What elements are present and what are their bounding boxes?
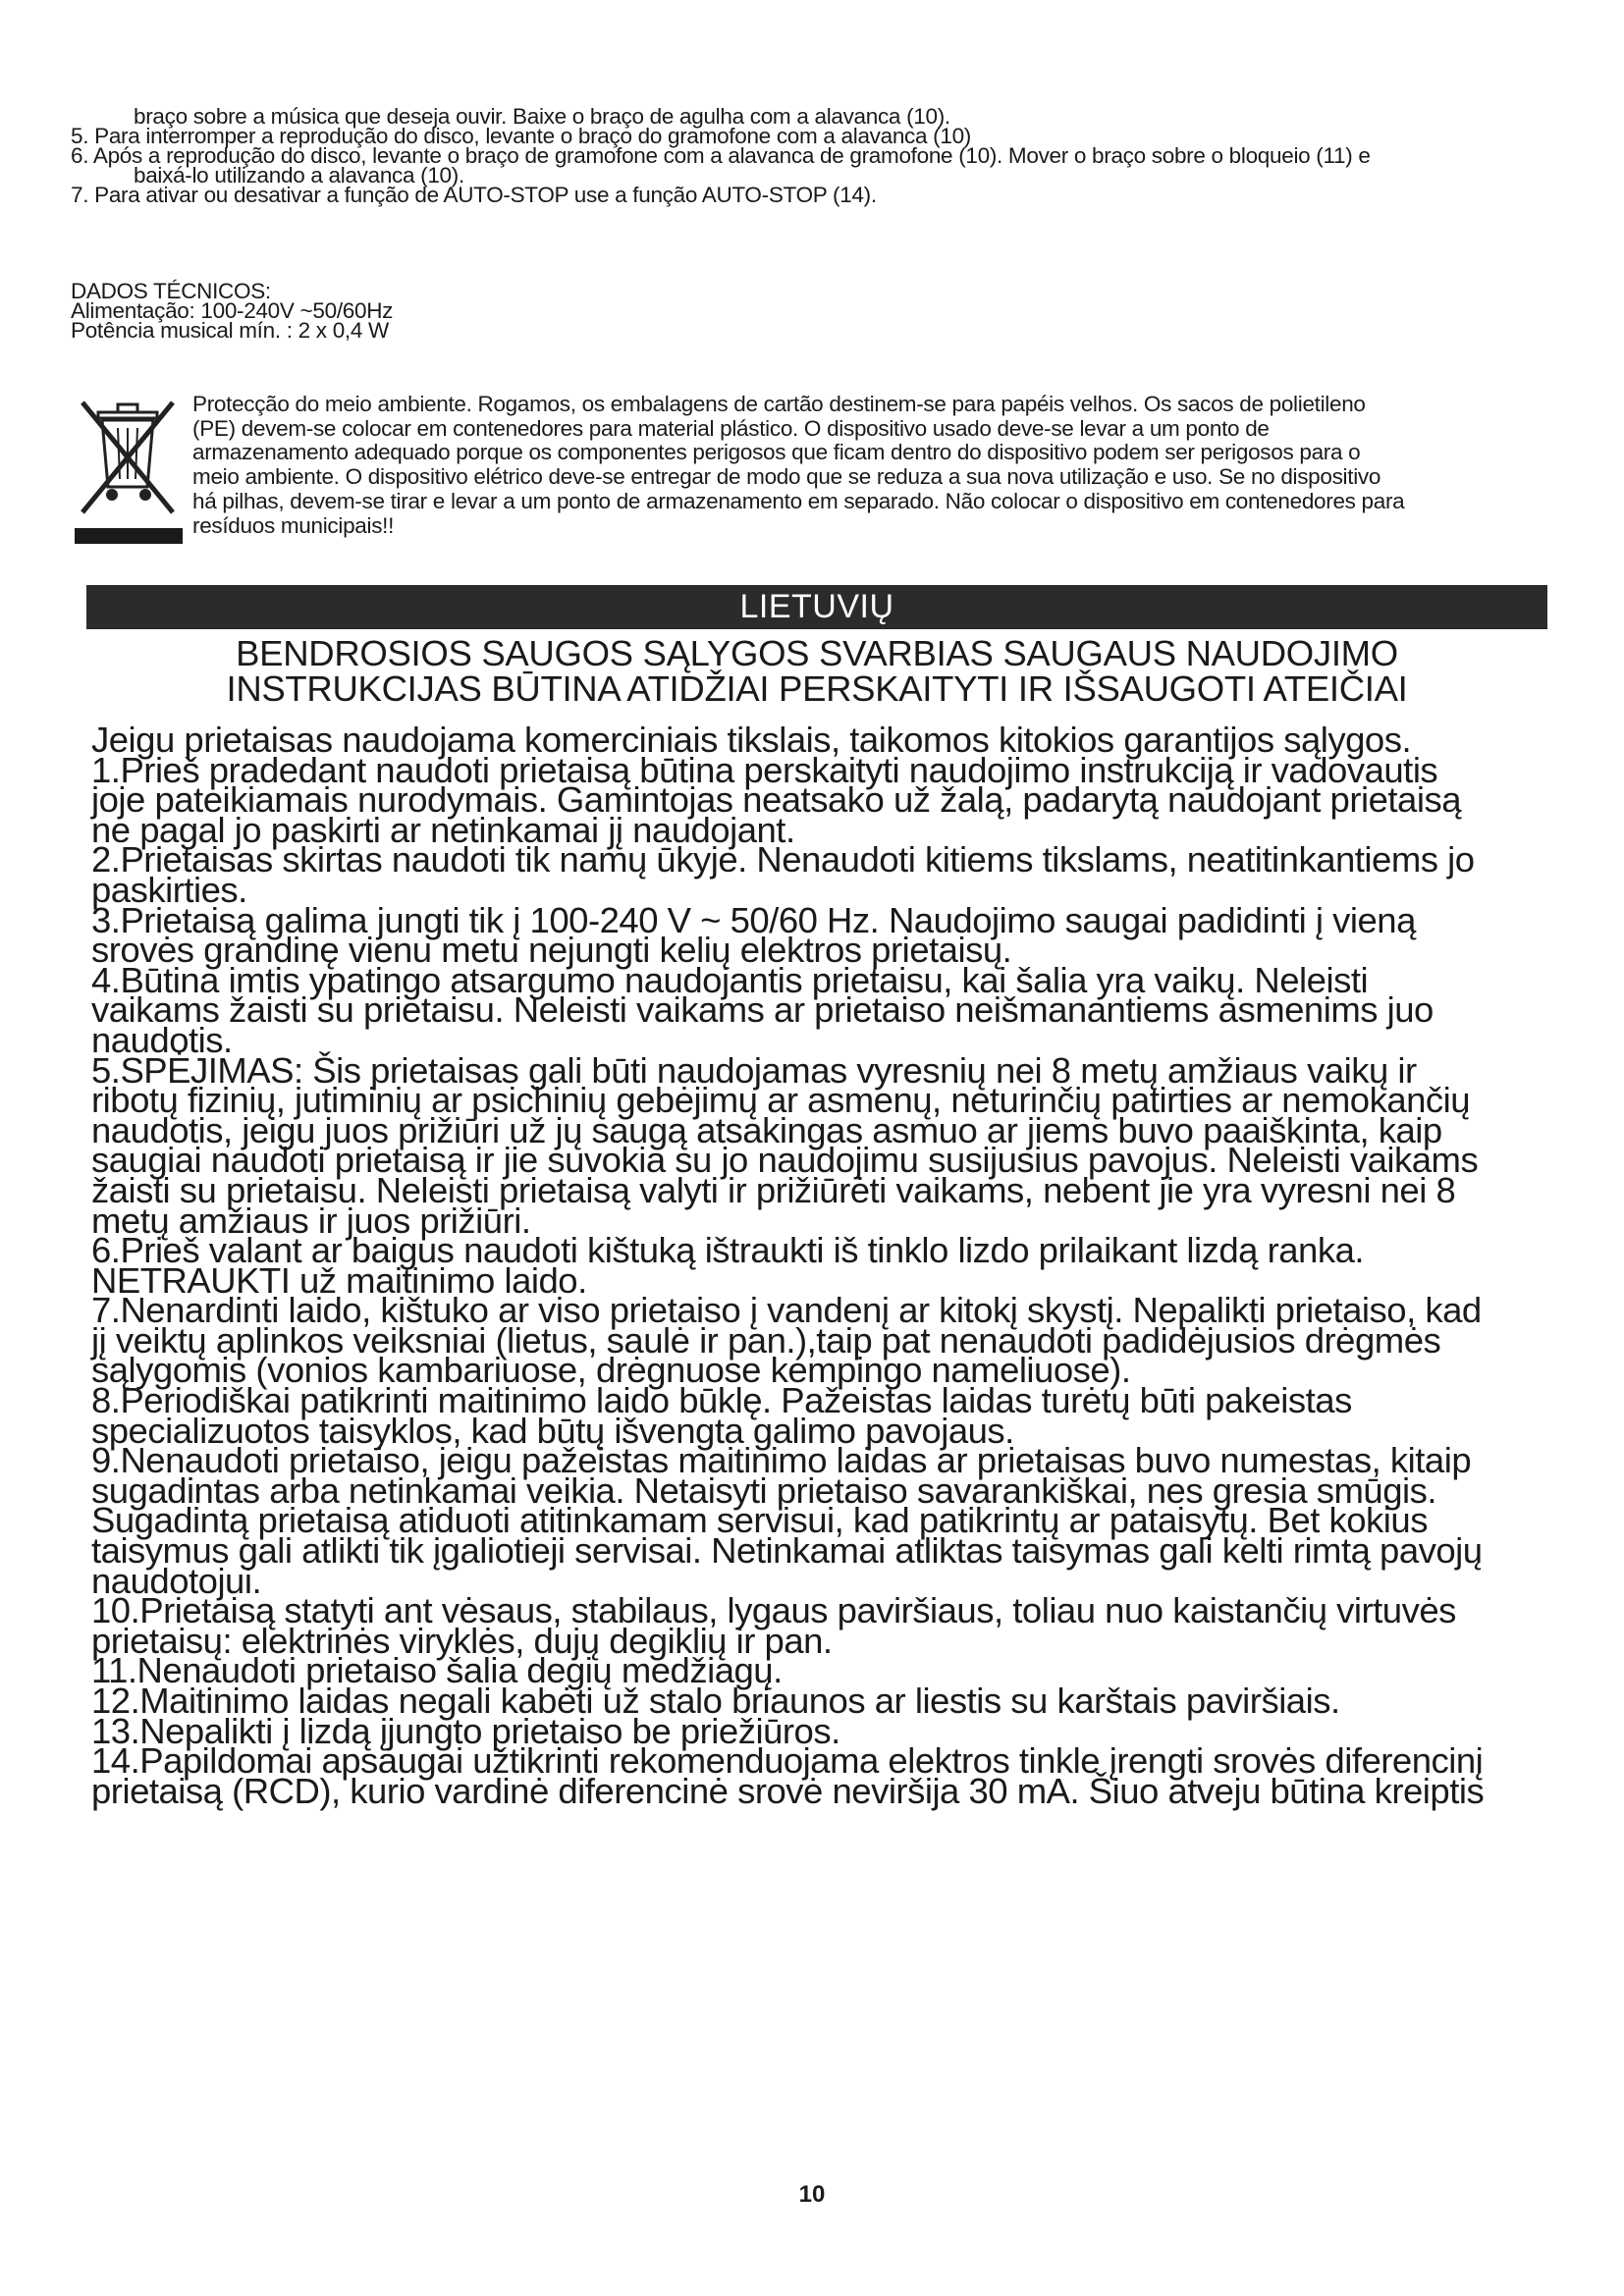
safety-line: Jeigu prietaisas naudojama komerciniais tikslais, taikomos kitokios garantijos sąlygos. <box>91 720 1412 760</box>
safety-line: 2.Prietaisas skirtas naudoti tik namų ūkyje. Nenaudoti kitiems tikslams, neatitinkantiems jo <box>91 839 1475 881</box>
language-banner: LIETUVIŲ <box>86 585 1547 629</box>
environment-protection-notice <box>192 393 1567 538</box>
safety-line: ne pagal jo paskirti ar netinkamai jį naudojant. <box>91 809 795 850</box>
safety-heading-line: BENDROSIOS SAUGOS SĄLYGOS SVARBIAS SAUGAUS NAUDOJIMO <box>236 633 1398 673</box>
safety-line: jį veiktų aplinkos veiksniai (lietus, saulė ir pan.),taip pat nenaudoti padidėjusios drėgmės <box>91 1319 1441 1361</box>
safety-line: 10.Prietaisą statyti ant vėsaus, stabilaus, lygaus paviršiaus, toliau nuo kaistančių virtuvės <box>91 1590 1456 1631</box>
safety-line: saugiai naudoti prietaisą ir jie suvokia su jo naudojimu susijusius pavojus. Neleisti vaikams <box>91 1140 1479 1181</box>
safety-line: 9.Nenaudoti prietaiso, jeigu pažeistas maitinimo laidas ar prietaisas buvo numestas, kitaip <box>91 1440 1472 1481</box>
safety-line: prietaisų: elektrinės viryklės, dujų degiklių ir pan. <box>91 1620 833 1661</box>
instruction-line: 6. Após a reprodução do disco, levante o braço de gramofone com a alavanca de gramofone (10). Mover o braço sobre o bloqueio (11) e <box>71 143 1371 168</box>
safety-line: Sugadintą prietaisą atiduoti atitinkamam servisui, kad patikrintų ar pataisytų. Bet kokius <box>91 1500 1428 1541</box>
safety-line: 3.Prietaisą galima jungti tik į 100-240 V ~ 50/60 Hz. Naudojimo saugai padidinti į vieną <box>91 899 1416 940</box>
safety-line: joje pateikiamais nurodymais. Gamintojas neatsako už žalą, padarytą naudojant prietaisą <box>91 779 1462 821</box>
safety-line: 4.Būtina imtis ypatingo atsargumo naudojantis prietaisu, kai šalia yra vaikų. Neleisti <box>91 959 1369 1000</box>
safety-line: taisymus gali atlikti tik įgaliotieji servisai. Netinkamai atliktas taisymas gali kelti rimtą pavojų <box>91 1530 1483 1572</box>
safety-line: paskirties. <box>91 869 247 910</box>
env-line: (PE) devem-se colocar em contenedores para material plástico. O dispositivo usado deve-se levar a um ponto de <box>192 415 1270 441</box>
safety-line: 11.Nenaudoti prietaiso šalia degių medžiagų. <box>91 1650 783 1691</box>
safety-line: sugadintas arba netinkamai veikia. Netaisyti prietaiso savarankiškai, nes gresia smūgis. <box>91 1469 1437 1511</box>
safety-line: naudotojui. <box>91 1560 262 1601</box>
technical-data <box>71 279 394 343</box>
safety-heading-line: INSTRUKCIJAS BŪTINA ATIDŽIAI PERSKAITYTI IR IŠSAUGOTI ATEIČIAI <box>226 668 1408 709</box>
instruction-line: 5. Para interromper a reprodução do disco, levante o braço do gramofone com a alavanca (10) <box>71 124 971 148</box>
instruction-line: 7. Para ativar ou desativar a função de AUTO-STOP use a função AUTO-STOP (14). <box>71 183 877 207</box>
portuguese-instructions <box>71 104 1553 207</box>
safety-line: žaisti su prietaisu. Neleisti prietaisą valyti ir prižiūrėti vaikams, nebent jie yra vyresni nei 8 <box>91 1169 1456 1210</box>
safety-line: specializuotos taisyklos, kad būtų išvengta galimo pavojaus. <box>91 1410 1014 1451</box>
weee-crossed-bin-icon <box>69 393 187 550</box>
page-number: 10 <box>798 2181 826 2208</box>
env-line: meio ambiente. O dispositivo elétrico deve-se entregar de modo que se reduza a sua nova utilização e uso. Se no dispositivo <box>192 464 1381 490</box>
safety-heading <box>86 633 1547 709</box>
env-line: resíduos municipais!! <box>192 512 395 538</box>
safety-line: 14.Papildomai apsaugai užtikrinti rekomenduojama elektros tinkle įrengti srovės diferencinį <box>91 1740 1484 1782</box>
instruction-line: baixá-lo utilizando a alavanca (10). <box>134 163 464 187</box>
technical-data-output: Potência musical mín. : 2 x 0,4 W <box>71 318 389 343</box>
safety-line: ribotų fizinių, jutiminių ar psichinių gebėjimų ar asmenų, neturinčių patirties ar nemokančių <box>91 1080 1471 1121</box>
env-line: há pilhas, devem-se tirar e levar a um ponto de armazenamento em separado. Não colocar o dispositivo em contenedores para <box>192 488 1405 513</box>
safety-line: 8.Periodiškai patikrinti maitinimo laido būklę. Pažeistas laidas turėtų būti pakeistas <box>91 1380 1352 1421</box>
safety-line: 13.Nepalikti į lizdą įjungto prietaiso be priežiūros. <box>91 1710 840 1751</box>
safety-line: NETRAUKTI už maitinimo laido. <box>91 1259 587 1301</box>
safety-line: naudotis, jeigu juos prižiūri už jų saugą atsakingas asmuo ar jiems buvo paaiškinta, kaip <box>91 1109 1442 1150</box>
safety-line: sąlygomis (vonios kambariuose, drėgnuose kempingo nameliuose). <box>91 1350 1131 1391</box>
safety-line: 1.Prieš pradedant naudoti prietaisą būtina perskaityti naudojimo instrukciją ir vadovautis <box>91 749 1438 790</box>
safety-line: naudotis. <box>91 1019 233 1060</box>
safety-line: 7.Nenardinti laido, kištuko ar viso prietaiso į vandenį ar kitokį skystį. Nepalikti prietaiso, kad <box>91 1290 1482 1331</box>
safety-line: prietaisą (RCD), kurio vardinė diferencinė srovė neviršija 30 mA. Šiuo atveju būtina kreiptis <box>91 1770 1485 1811</box>
safety-line: vaikams žaisti su prietaisu. Neleisti vaikams ar prietaiso neišmanantiems asmenims juo <box>91 989 1434 1031</box>
technical-data-power: Alimentação: 100-240V ~50/60Hz <box>71 298 394 323</box>
safety-instructions <box>91 720 1554 1811</box>
env-line: Protecção do meio ambiente. Rogamos, os embalagens de cartão destinem-se para papéis velhos. Os sacos de polietileno <box>192 392 1366 416</box>
instruction-line: braço sobre a música que deseja ouvir. Baixe o braço de agulha com a alavanca (10). <box>134 104 950 129</box>
safety-line: 5.SPĖJIMAS: Šis prietaisas gali būti naudojamas vyresnių nei 8 metų amžiaus vaikų ir <box>91 1049 1417 1091</box>
technical-data-title: DADOS TÉCNICOS: <box>71 279 271 303</box>
safety-line: 6.Prieš valant ar baigus naudoti kištuką ištraukti iš tinklo lizdo prilaikant lizdą ranka. <box>91 1230 1365 1271</box>
safety-line: 12.Maitinimo laidas negali kabėti už stalo briaunos ar liestis su karštais paviršiais. <box>91 1681 1340 1721</box>
safety-line: metų amžiaus ir juos prižiūri. <box>91 1200 531 1241</box>
safety-line: srovės grandinę vienu metu nejungti kelių elektros prietaisų. <box>91 930 1012 971</box>
env-line: armazenamento adequado porque os componentes perigosos que ficam dentro do dispositivo podem ser perigosos para o <box>192 440 1361 465</box>
